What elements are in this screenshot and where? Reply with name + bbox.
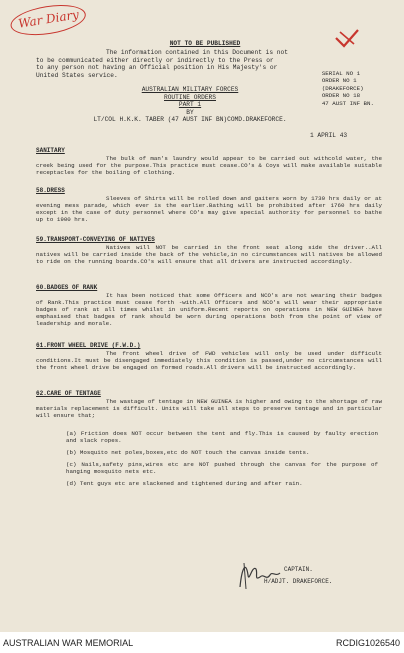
handwritten-annotation: War Diary: [17, 7, 80, 31]
serial-line: (DRAKEFORCE): [321, 84, 364, 92]
caution-line: to be communicated either directly or indirectly to the Press or: [36, 56, 274, 64]
force-title-block: [60, 86, 320, 124]
section-text: [36, 244, 382, 265]
caution-line: to any person not having an Official position in His Majesty's or: [36, 64, 278, 72]
signature-block: [264, 564, 333, 588]
caution-line: The information contained in this Document is not: [106, 49, 288, 56]
caution-line: United States service.: [36, 71, 118, 79]
serial-line: ORDER NO 18: [321, 92, 361, 100]
section-text: [36, 155, 382, 176]
section-body: Sleeves of Shirts will be rolled down and gaiters worn by 1730 hrs daily or at evening mess parade, which ever is the earlier.Bathing will be prohibited after 1760 hrs daily except in the case of duty personnel where CO's may give special authority for personnel to bathe up to 1900 hrs.: [36, 195, 382, 224]
serial-line: 47 AUST INF BN.: [321, 99, 374, 107]
tentage-list: [66, 430, 378, 488]
signature-rank: CAPTAIN.: [284, 566, 313, 573]
section-heading: 59.TRANSPORT-CONVEYING OF NATIVES: [36, 236, 155, 243]
section-heading: 62.CARE OF TENTAGE: [36, 390, 101, 397]
by-line: BY: [186, 108, 194, 116]
archive-reference: RCDIG1026540: [335, 638, 400, 648]
list-item: (b) Mosquito net poles,boxes,etc do NOT touch the canvas inside tents.: [66, 449, 310, 457]
part-title: PART 1: [178, 101, 202, 109]
orders-title: ROUTINE ORDERS: [164, 93, 216, 101]
section-heading: 61.FRONT WHEEL DRIVE (F.W.D.): [36, 342, 141, 349]
section-text: [36, 398, 382, 419]
section-body: Natives will NOT be carried in the front seat along side the driver..All natives will be carried inside the back of the vehicle,in no circumstances will natives be allowed to ride on the running boards.CO's will ensure that all drivers are instructed accordingly.: [36, 244, 382, 266]
list-item: (c) Nails,safety pins,wires etc are NOT pushed through the canvas for the purpose of hanging mosquito nets etc.: [66, 461, 378, 476]
serial-block: [322, 70, 374, 107]
serial-line: SERIAL NO 1: [321, 70, 361, 77]
classification-heading: NOT TO BE PUBLISHED: [169, 40, 241, 47]
signature-unit: H/ADJT. DRAKEFORCE.: [264, 578, 333, 585]
list-item: (a) Friction does NOT occur between the tent and fly.This is caused by faulty erection and slack ropes.: [66, 430, 378, 445]
section-body: The wastage of tentage in NEW GUINEA is higher and owing to the shortage of raw materials replacement is difficult. Units will take all steps to preserve tentage and in particular will ensure that;: [36, 398, 382, 420]
section-text: [36, 195, 382, 223]
section-body: It has been noticed that some Officers and NCO's are not wearing their badges of Rank.This practice must cease forth -with.All Officers and NCO's will wear their appropriate badges of rank at all times whilst in uniform.Recent reports on operations in NEW GUINEA have emphasised that badges of rank should be worn during operations both from the point of view of leadership and morale.: [36, 292, 382, 328]
order-date: 1 APRIL 43: [310, 132, 348, 139]
section-heading: SANITARY: [36, 147, 65, 154]
list-item: (d) Tent guys etc are slackened and tightened during and after rain.: [66, 480, 303, 488]
archive-footer: [0, 632, 404, 653]
commander-line: LT/COL H.K.K. TABER (47 AUST INF BN)COMD.DRAKEFORCE.: [93, 116, 287, 124]
section-body: The bulk of man's laundry would appear to be carried out withcold water, the creek being used for the purpose.This practice must cease.CO's & Coys will make available suitable receptacles for the boiling of clothing.: [36, 155, 382, 177]
section-heading: 60.BADGES OF RANK: [36, 284, 98, 291]
section-text: [36, 350, 382, 371]
section-body: The front wheel drive of FWD vehicles will only be used under difficult conditions.It must be disengaged immediately this condition is passed,under no circumstances will the front wheel drive be engaged on formed roads.All drivers will be instructed accordingly.: [36, 350, 382, 372]
red-tick-mark-icon: [334, 28, 360, 50]
section-text: [36, 292, 382, 327]
force-title: AUSTRALIAN MILITARY FORCES: [141, 86, 239, 93]
section-heading: 58.DRESS: [36, 187, 65, 194]
archive-name: AUSTRALIAN WAR MEMORIAL: [3, 638, 134, 648]
serial-line: ORDER NO 1: [321, 77, 357, 85]
